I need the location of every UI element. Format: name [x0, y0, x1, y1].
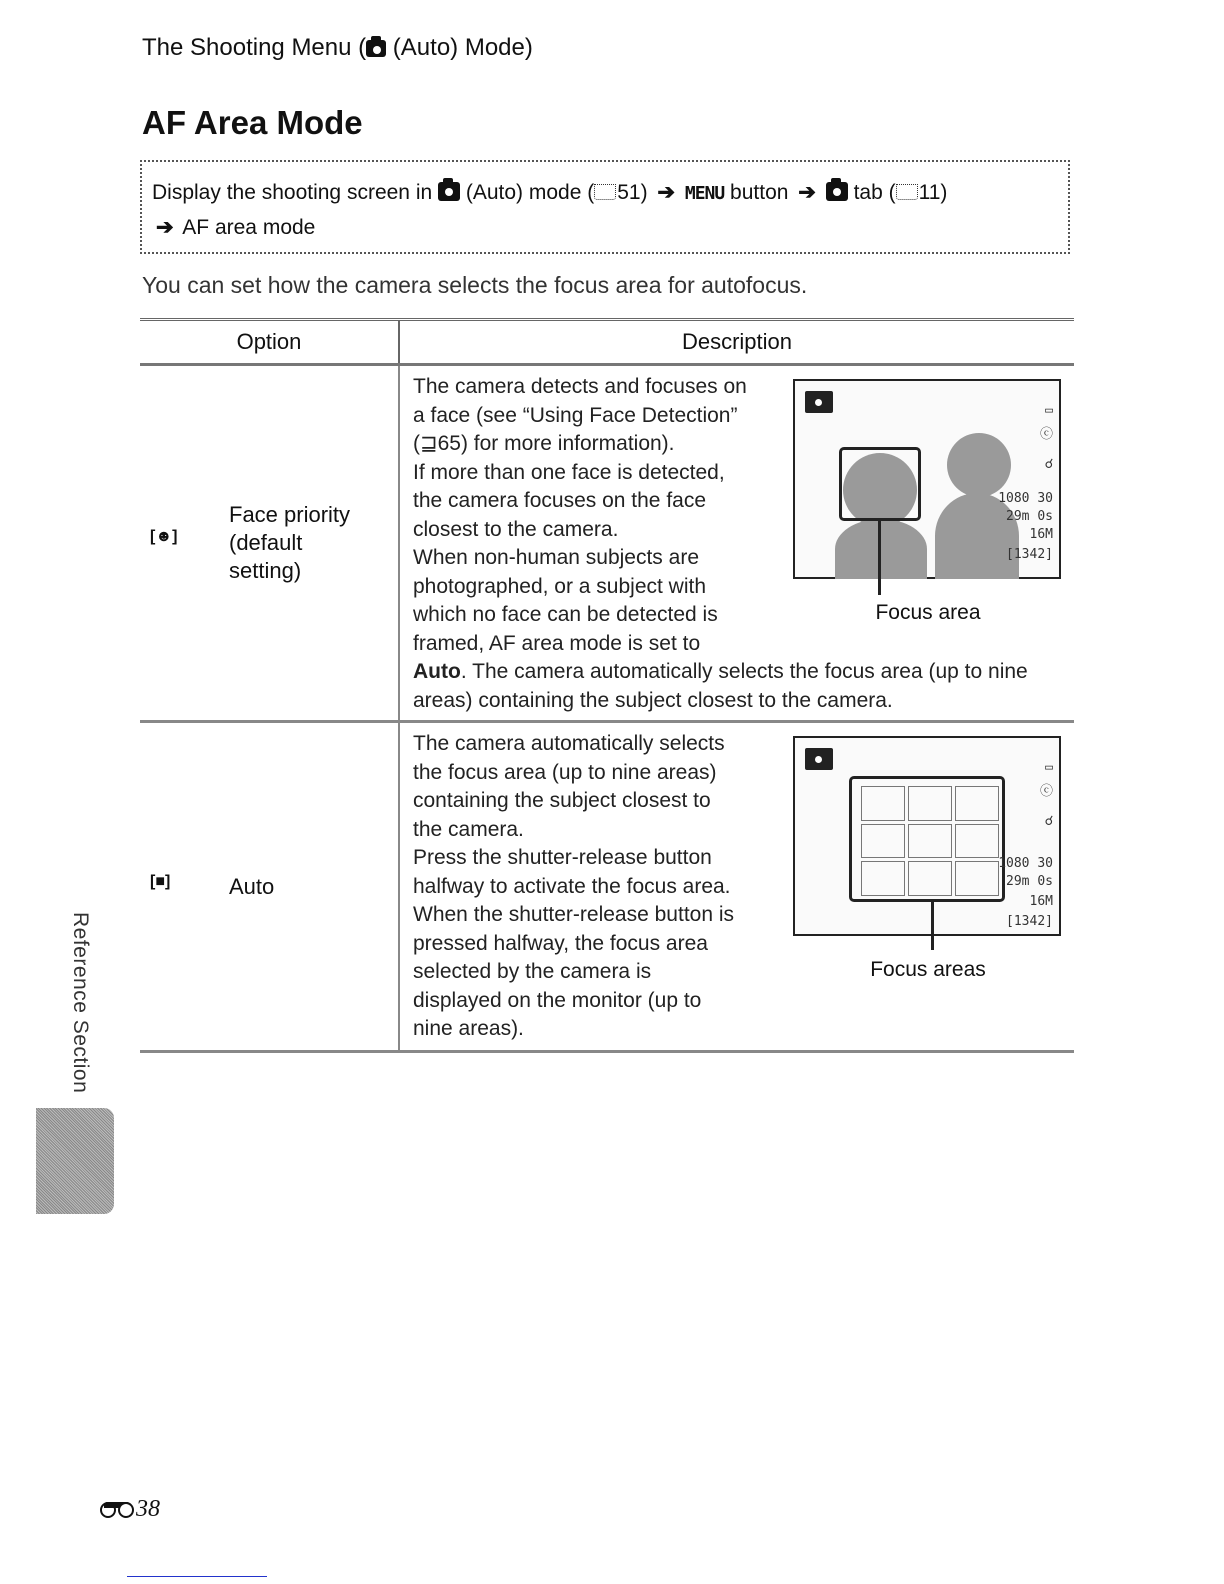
running-head-prefix: The Shooting Menu ( [142, 34, 367, 61]
page-title: AF Area Mode [142, 104, 363, 141]
nav-text: ) [640, 181, 654, 204]
header-option: Option [140, 320, 399, 365]
focus-area-frame [839, 447, 921, 521]
desc-line: framed, AF area mode is set to [413, 631, 701, 655]
desc-tail: . The camera automatically selects the focus area (up to nine areas) containing the subject closest to the camera. [413, 660, 1028, 712]
desc-line: the camera. [413, 817, 524, 841]
description-text [413, 730, 773, 1044]
option-label-auto: Auto [229, 873, 275, 899]
desc-line: which no face can be detected is [413, 603, 718, 626]
page-ref-11[interactable]: 11 [918, 181, 941, 204]
nav-text: (Auto) mode ( [460, 181, 595, 204]
table-row-face-priority [140, 365, 1074, 722]
movie-mode-indicator: 1080 30 [998, 856, 1053, 871]
flash-mode-icon: ⓒ [1039, 784, 1053, 799]
desc-line: pressed halfway, the focus area [413, 931, 708, 955]
nav-text: button [724, 181, 795, 204]
exposures-remaining: [1342] [1006, 914, 1053, 929]
vr-icon: ☌ [1045, 814, 1053, 829]
desc-line: the camera focuses on the face [413, 489, 707, 512]
movie-mode-indicator: 1080 30 [998, 491, 1053, 506]
book-reference-icon [594, 184, 616, 200]
camera-mode-icon [805, 391, 833, 413]
camera-tab-icon [826, 182, 848, 201]
navigation-path-box [140, 160, 1070, 254]
page-ref-51[interactable]: 51 [617, 181, 641, 204]
desc-line: halfway to activate the focus area. [413, 874, 731, 898]
bold-term: Auto [413, 660, 461, 683]
desc-line: displayed on the monitor (up to [413, 988, 702, 1012]
desc-line: containing the subject closest to [413, 789, 711, 812]
desc-line: When the shutter-release button is [413, 903, 735, 926]
face-priority-icon: [☻] [150, 528, 178, 545]
auto-mode-camera-icon [438, 182, 460, 201]
option-label-face-priority [229, 501, 397, 585]
description-auto-note [413, 658, 1073, 715]
side-tab-label: Reference Section [69, 912, 92, 1094]
description-cell [399, 365, 1074, 722]
footer-rule [127, 1576, 267, 1577]
navigation-line-2 [152, 211, 1058, 245]
desc-line: photographed, or a subject with [413, 574, 707, 598]
flash-mode-icon: ⓒ [1039, 427, 1053, 442]
desc-line: nine areas). [413, 1017, 524, 1040]
menu-button-glyph: MENU [684, 183, 725, 204]
movie-time-indicator: 29m 0s [1006, 874, 1053, 889]
nav-text: ) [940, 181, 948, 204]
battery-icon: ▭ [1045, 760, 1053, 775]
option-cell [140, 365, 399, 722]
focus-area-leader-line [878, 519, 881, 595]
page-number [100, 1496, 160, 1523]
auto-figure [793, 736, 1063, 985]
image-mode-indicator: 16M [1029, 894, 1053, 909]
running-head [142, 34, 533, 62]
arrow-icon: ➔ [657, 181, 676, 204]
page-number-value: 38 [136, 1496, 160, 1522]
desc-line: (⊒65) for more information). [413, 432, 675, 455]
desc-line: When non-human subjects are [413, 546, 699, 569]
desc-line: closest to the camera. [413, 517, 619, 541]
focus-areas-leader-line [931, 900, 934, 950]
desc-line: If more than one face is detected, [413, 460, 725, 484]
vr-icon: ☌ [1045, 457, 1053, 472]
focus-area-grid [861, 786, 999, 896]
running-head-suffix: (Auto) Mode) [386, 34, 533, 61]
movie-time-indicator: 29m 0s [1006, 509, 1053, 524]
figure-caption: Focus area [875, 601, 981, 624]
monitor-illustration [793, 736, 1061, 936]
arrow-icon: ➔ [798, 181, 816, 204]
option-cell [140, 722, 399, 1052]
arrow-icon: ➔ [156, 216, 174, 239]
option-label-line: setting) [229, 558, 302, 583]
figure-caption: Focus areas [870, 958, 986, 981]
description-cell [399, 722, 1074, 1052]
battery-icon: ▭ [1045, 403, 1053, 418]
options-table [140, 318, 1074, 1053]
desc-line: a face (see “Using Face Detection” [413, 403, 738, 427]
book-reference-icon [896, 184, 918, 200]
camera-mode-icon [805, 748, 833, 770]
navigation-line-1 [152, 176, 1058, 211]
nav-text: Display the shooting screen in [152, 181, 438, 204]
desc-line: selected by the camera is [413, 960, 652, 983]
person-left-body [835, 519, 927, 579]
desc-line: the focus area (up to nine areas) [413, 760, 717, 784]
option-label-line: Face priority [229, 502, 351, 527]
binoculars-icon [100, 1500, 134, 1518]
exposures-remaining: [1342] [1006, 547, 1053, 562]
nav-text: AF area mode [177, 216, 316, 239]
face-priority-figure [793, 379, 1063, 628]
desc-line: Press the shutter-release button [413, 846, 712, 869]
nav-text: tab ( [847, 181, 896, 204]
side-section-tab [36, 1108, 114, 1214]
auto-af-icon: [■] [150, 873, 171, 890]
monitor-illustration [793, 379, 1061, 579]
desc-line: The camera detects and focuses on [413, 375, 747, 398]
intro-text: You can set how the camera selects the focus area for autofocus. [142, 272, 808, 298]
auto-mode-camera-icon [366, 40, 386, 57]
description-text [413, 373, 773, 658]
desc-line: The camera automatically selects [413, 732, 725, 755]
image-mode-indicator: 16M [1029, 527, 1053, 542]
table-row-auto [140, 722, 1074, 1052]
option-label-line: (default [229, 530, 303, 555]
header-description: Description [399, 320, 1074, 365]
